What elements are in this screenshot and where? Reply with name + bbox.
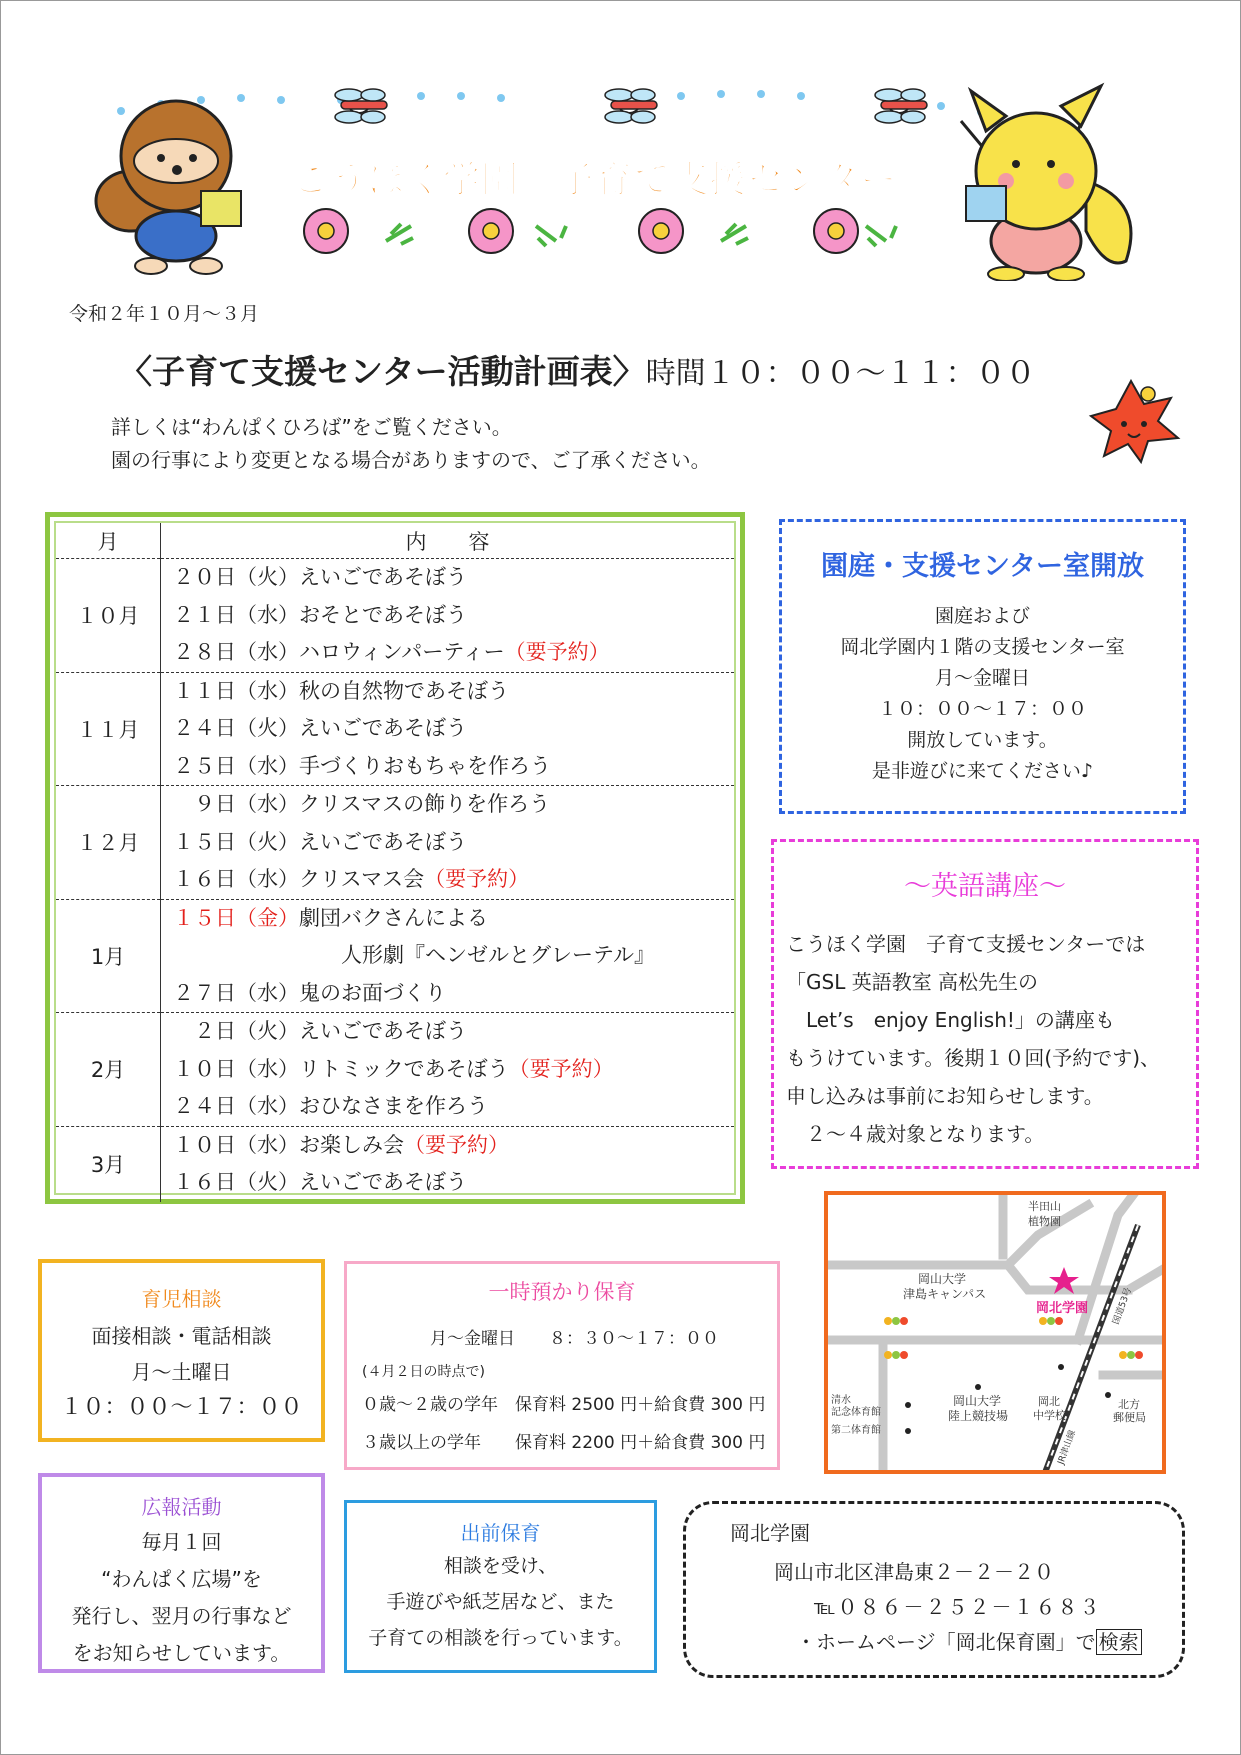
address-homepage: ・ホームページ「岡北保育園」で 検索 xyxy=(796,1625,1182,1660)
dragonfly-icon xyxy=(875,89,927,123)
koho-line: をお知らせしています。 xyxy=(72,1641,291,1665)
map-label: 岡山大学 xyxy=(918,1272,967,1286)
garden-line: 開放しています。 xyxy=(907,729,1058,751)
garden-line: 月～金曜日 xyxy=(934,667,1030,689)
map-label: 中学校 xyxy=(1033,1409,1066,1422)
koho-line: 発行し、翌月の行事など xyxy=(71,1604,292,1628)
map-label: 記念体育館 xyxy=(831,1407,881,1418)
page-title: こうほく学園 子育て支援センター xyxy=(291,158,898,201)
table-row xyxy=(56,899,734,1013)
map-drawing xyxy=(828,1195,1166,1474)
map-label: 陸上競技場 xyxy=(948,1409,1009,1423)
map-label: 半田山 xyxy=(1028,1200,1061,1213)
plan-heading xyxy=(119,346,1036,393)
ichiji-line: ３歳以上の学年 保育料 2200 円＋給食費 300 円 xyxy=(362,1433,766,1453)
demae-line: 手遊びや紙芝居など、また xyxy=(386,1591,615,1613)
content-cell xyxy=(161,899,735,1013)
content-cell xyxy=(161,559,735,673)
event-line: ２７日（水）鬼のお面づくり xyxy=(173,980,446,1005)
ichiji-line: (４月２日の時点で) xyxy=(362,1364,485,1380)
map-label: 岡山大学 xyxy=(953,1394,1002,1408)
plan-heading-main: 〈子育て支援センター活動計画表〉 xyxy=(119,352,646,391)
garden-line: 是非遊びに来てください♪ xyxy=(871,760,1094,782)
fox-character-icon xyxy=(961,86,1131,281)
event-line: ２４日（水）おひなさまを作ろう xyxy=(173,1094,488,1118)
maple-leaf-icon xyxy=(1086,376,1186,466)
ichiji-title: 一時預かり保育 xyxy=(488,1280,636,1304)
dot-row xyxy=(117,90,985,116)
event-line: ２１日（水）おそとであそぼう xyxy=(173,602,467,627)
table-row xyxy=(56,559,734,673)
column-header-month: 月 xyxy=(56,523,161,559)
map-label: 岡北学園 xyxy=(1036,1301,1089,1316)
content-cell xyxy=(161,1126,735,1202)
search-button[interactable]: 検索 xyxy=(1096,1629,1142,1655)
garden-open-box xyxy=(779,519,1186,814)
address-street: 岡山市北区津島東２－２－２０ xyxy=(774,1560,1054,1584)
month-cell: 2月 xyxy=(56,1013,161,1127)
reservation-note: （要予約） xyxy=(424,867,530,891)
month-cell: 3月 xyxy=(56,1126,161,1202)
english-line: もうけています。後期１０回(予約です)、 xyxy=(786,1046,1161,1070)
english-line: 「GSL 英語教室 高松先生の xyxy=(786,970,1039,994)
map-label: 北方 xyxy=(1118,1398,1140,1411)
table-row xyxy=(56,1126,734,1202)
garden-line: 岡北学園内１階の支援センター室 xyxy=(840,636,1125,658)
intro-line: 園の行事により変更となる場合がありますので、ご了承ください。 xyxy=(111,448,711,472)
content-cell xyxy=(161,672,735,786)
koho-line: 毎月１回 xyxy=(141,1530,222,1554)
ichiji-line: 月～金曜日 ８：３０～１７：００ xyxy=(362,1329,719,1349)
intro-line: 詳しくは“わんぱくひろば”をご覧ください。 xyxy=(111,415,512,439)
column-header-content: 内 容 xyxy=(161,523,735,559)
map-label: 清水 xyxy=(831,1395,851,1406)
intro-text xyxy=(111,411,711,477)
event-line: ９日（水）クリスマスの飾りを作ろう xyxy=(173,792,551,816)
event-line: ２５日（水）手づくりおもちゃを作ろう xyxy=(173,753,551,778)
event-line: ２０日（火）えいごであそぼう xyxy=(173,565,467,589)
demae-line: 相談を受け、 xyxy=(443,1555,558,1577)
temporary-care-box xyxy=(344,1261,780,1470)
address-tel: ℡０８６－２５２－１６８３ xyxy=(814,1595,1102,1619)
event-line: １０日（水）お楽しみ会（要予約） xyxy=(173,1132,509,1157)
plan-heading-time: 時間１０：００～１１：００ xyxy=(645,356,1036,391)
activity-schedule xyxy=(45,512,745,1204)
english-class-box xyxy=(771,839,1199,1169)
event-line: １１日（水）秋の自然物であそぼう xyxy=(173,678,509,703)
month-cell: 1月 xyxy=(56,899,161,1013)
event-line: ２８日（水）ハロウィンパーティー（要予約） xyxy=(173,640,610,664)
garden-title: 園庭・支援センター室開放 xyxy=(821,551,1144,582)
outreach-care-box xyxy=(344,1500,657,1673)
english-line: こうほく学園 子育て支援センターでは xyxy=(786,932,1146,956)
english-title: ～英語講座～ xyxy=(904,871,1066,902)
event-line: １０日（水）リトミックであそぼう（要予約） xyxy=(173,1056,614,1081)
map-label: 郵便局 xyxy=(1113,1411,1146,1424)
dragonfly-icon xyxy=(335,89,387,123)
dragonfly-icon xyxy=(605,89,657,123)
month-cell: １１月 xyxy=(56,672,161,786)
ichiji-line: ０歳～２歳の学年 保育料 2500 円＋給食費 300 円 xyxy=(362,1395,766,1415)
event-line: 人形劇『ヘンゼルとグレーテル』 xyxy=(173,943,655,967)
table-row xyxy=(56,672,734,786)
ikuji-line: １０：００～１７：００ xyxy=(60,1395,303,1420)
ikuji-line: 月～土曜日 xyxy=(131,1360,232,1384)
event-line: １６日（火）えいごであそぼう xyxy=(173,1170,467,1194)
event-line: １５日（金）劇団バクさんによる xyxy=(173,905,488,930)
table-row xyxy=(56,786,734,900)
garden-line: １０：００～１７：００ xyxy=(877,698,1087,720)
event-line: １６日（水）クリスマス会（要予約） xyxy=(173,867,530,891)
map-label: 植物園 xyxy=(1028,1215,1061,1228)
month-cell: １０月 xyxy=(56,559,161,673)
publicity-box xyxy=(38,1473,325,1673)
map-label: 第二体育館 xyxy=(831,1425,881,1436)
cosmos-flower-row xyxy=(304,209,896,253)
area-map xyxy=(824,1191,1166,1474)
content-cell xyxy=(161,786,735,900)
period-label: 令和２年１０月～３月 xyxy=(69,303,260,325)
tanuki-character-icon xyxy=(96,101,241,274)
address-box xyxy=(683,1501,1185,1678)
reservation-note: （要予約） xyxy=(504,640,610,664)
english-line: 申し込みは事前にお知らせします。 xyxy=(786,1084,1104,1108)
koho-line: “わんぱく広場”を xyxy=(101,1567,262,1591)
demae-line: 子育ての相談を行っています。 xyxy=(368,1627,633,1649)
schedule-table xyxy=(56,523,734,1202)
english-line: ２～４歳対象となります。 xyxy=(786,1122,1045,1146)
event-line: １５日（火）えいごであそぼう xyxy=(173,829,467,854)
event-line: ２４日（火）えいごであそぼう xyxy=(173,716,467,740)
map-label: 岡北 xyxy=(1038,1395,1060,1408)
ikuji-line: 面接相談・電話相談 xyxy=(91,1324,272,1348)
demae-title: 出前保育 xyxy=(460,1521,541,1545)
ikuji-title: 育児相談 xyxy=(141,1287,222,1311)
month-cell: １２月 xyxy=(56,786,161,900)
map-label: 国道53号 xyxy=(1111,1286,1134,1327)
parenting-consult-box xyxy=(38,1259,325,1442)
event-line: ２日（火）えいごであそぼう xyxy=(173,1019,467,1043)
english-line: Let’s enjoy English!」の講座も xyxy=(786,1008,1115,1032)
address-name: 岡北学園 xyxy=(730,1521,810,1545)
map-label: JR津山線 xyxy=(1056,1428,1079,1467)
content-cell xyxy=(161,1013,735,1127)
reservation-note: （要予約） xyxy=(508,1056,614,1081)
map-label: 津島キャンパス xyxy=(903,1287,987,1301)
garden-line: 園庭および xyxy=(934,605,1030,627)
reservation-note: （要予約） xyxy=(404,1132,509,1157)
koho-title: 広報活動 xyxy=(141,1495,222,1519)
table-row xyxy=(56,1013,734,1127)
